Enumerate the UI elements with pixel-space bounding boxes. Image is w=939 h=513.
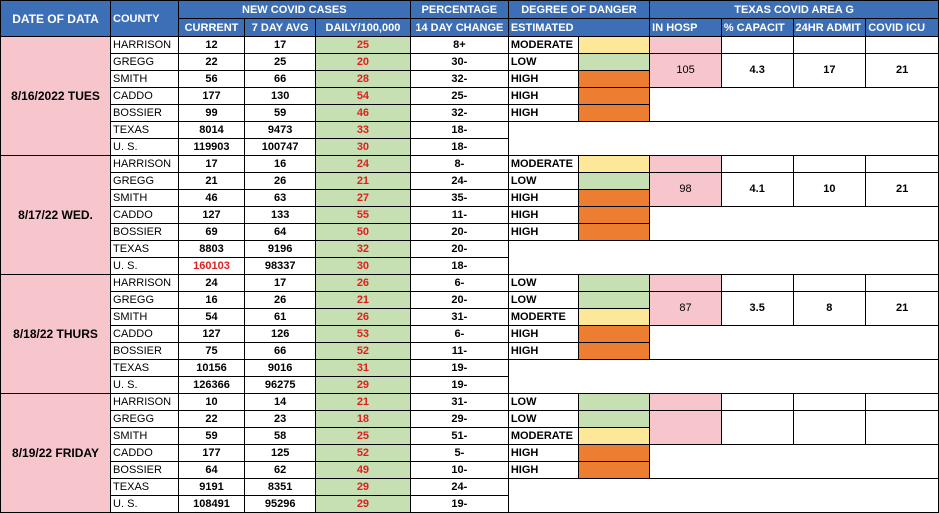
danger-color-swatch xyxy=(579,445,650,462)
county-cell: CADDO xyxy=(111,326,179,343)
danger-color-swatch xyxy=(579,37,650,54)
county-cell: BOSSIER xyxy=(111,105,179,122)
area-g-header: TEXAS COVID AREA G xyxy=(650,1,939,19)
current-cell: 69 xyxy=(178,224,245,241)
change14-cell: 19- xyxy=(410,377,508,394)
danger-level-cell: MODERATE xyxy=(508,428,579,445)
table-row xyxy=(1,54,939,71)
icu-value: 21 xyxy=(866,173,939,207)
danger-color-swatch xyxy=(579,156,650,173)
change14-cell: 11- xyxy=(410,343,508,360)
danger-level-cell: MODERATE xyxy=(508,37,579,54)
in-hosp-value: 87 xyxy=(650,292,722,326)
daily-rate-cell: 31 xyxy=(315,360,410,377)
danger-level-cell: HIGH xyxy=(508,190,579,207)
avg7-cell: 9196 xyxy=(245,241,316,258)
daily-rate-cell: 21 xyxy=(315,173,410,190)
current-cell: 22 xyxy=(178,54,245,71)
current-cell: 12 xyxy=(178,37,245,54)
change14-cell: 24- xyxy=(410,173,508,190)
table-row xyxy=(1,445,939,462)
avg7-cell: 9016 xyxy=(245,360,316,377)
change14-cell: 5- xyxy=(410,445,508,462)
icu-value xyxy=(866,411,939,445)
danger-color-swatch xyxy=(579,326,650,343)
current-cell: 160103 xyxy=(178,258,245,275)
change14-header: 14 DAY CHANGE xyxy=(410,19,508,37)
avg7-cell: 8351 xyxy=(245,479,316,496)
avg7-cell: 100747 xyxy=(245,139,316,156)
change14-cell: 51- xyxy=(410,428,508,445)
change14-cell: 31- xyxy=(410,394,508,411)
daily-rate-cell: 26 xyxy=(315,275,410,292)
current-cell: 22 xyxy=(178,411,245,428)
daily-rate-cell: 32 xyxy=(315,241,410,258)
table-row xyxy=(1,173,939,190)
danger-color-swatch xyxy=(579,462,650,479)
capacity-header: % CAPACIT xyxy=(721,19,793,37)
date-header: DATE OF DATA xyxy=(1,1,111,37)
avg7-cell: 9473 xyxy=(245,122,316,139)
danger-color-swatch xyxy=(579,173,650,190)
table-row xyxy=(1,122,939,139)
avg7-cell: 66 xyxy=(245,71,316,88)
daily-rate-cell: 49 xyxy=(315,462,410,479)
county-cell: TEXAS xyxy=(111,479,179,496)
county-cell: GREGG xyxy=(111,173,179,190)
avg7-cell: 17 xyxy=(245,37,316,54)
current-cell: 127 xyxy=(178,326,245,343)
county-cell: U. S. xyxy=(111,496,179,513)
avg7-cell: 125 xyxy=(245,445,316,462)
change14-cell: 18- xyxy=(410,122,508,139)
county-cell: BOSSIER xyxy=(111,343,179,360)
current-header: CURRENT xyxy=(178,19,245,37)
avg7-cell: 26 xyxy=(245,292,316,309)
change14-cell: 19- xyxy=(410,360,508,377)
percentage-header: PERCENTAGE xyxy=(410,1,508,19)
capacity-value: 4.3 xyxy=(721,54,793,88)
avg7-cell: 64 xyxy=(245,224,316,241)
county-cell: GREGG xyxy=(111,54,179,71)
current-cell: 17 xyxy=(178,156,245,173)
in-hosp-spacer xyxy=(650,394,722,411)
in-hosp-value: 105 xyxy=(650,54,722,88)
county-cell: CADDO xyxy=(111,207,179,224)
table-row xyxy=(1,479,939,496)
change14-cell: 32- xyxy=(410,71,508,88)
current-cell: 9191 xyxy=(178,479,245,496)
avg7-cell: 126 xyxy=(245,326,316,343)
current-cell: 24 xyxy=(178,275,245,292)
table-row xyxy=(1,394,939,411)
danger-level-cell: MODERTE xyxy=(508,309,579,326)
daily-rate-cell: 33 xyxy=(315,122,410,139)
change14-cell: 6- xyxy=(410,275,508,292)
table-row xyxy=(1,360,939,377)
current-cell: 64 xyxy=(178,462,245,479)
avg7-cell: 26 xyxy=(245,173,316,190)
change14-cell: 25- xyxy=(410,88,508,105)
daily-rate-cell: 18 xyxy=(315,411,410,428)
avg7-cell: 23 xyxy=(245,411,316,428)
current-cell: 10156 xyxy=(178,360,245,377)
in-hosp-spacer xyxy=(650,275,722,292)
change14-cell: 20- xyxy=(410,241,508,258)
area-blank xyxy=(650,326,939,360)
daily-rate-cell: 46 xyxy=(315,105,410,122)
county-cell: SMITH xyxy=(111,190,179,207)
change14-cell: 35- xyxy=(410,190,508,207)
current-cell: 54 xyxy=(178,309,245,326)
change14-cell: 32- xyxy=(410,105,508,122)
county-cell: BOSSIER xyxy=(111,224,179,241)
icu-spacer xyxy=(866,394,939,411)
change14-cell: 31- xyxy=(410,309,508,326)
county-cell: U. S. xyxy=(111,139,179,156)
daily-rate-cell: 25 xyxy=(315,37,410,54)
danger-color-swatch xyxy=(579,292,650,309)
capacity-spacer xyxy=(721,394,793,411)
current-cell: 75 xyxy=(178,343,245,360)
capacity-value xyxy=(721,411,793,445)
danger-level-cell: HIGH xyxy=(508,326,579,343)
danger-color-swatch xyxy=(579,207,650,224)
admit-spacer xyxy=(793,394,866,411)
change14-cell: 30- xyxy=(410,54,508,71)
admit-spacer xyxy=(793,156,866,173)
avg7-cell: 130 xyxy=(245,88,316,105)
daily-rate-cell: 28 xyxy=(315,71,410,88)
county-cell: U. S. xyxy=(111,377,179,394)
current-cell: 177 xyxy=(178,445,245,462)
date-cell: 8/17/22 WED. xyxy=(1,156,111,275)
county-cell: TEXAS xyxy=(111,241,179,258)
icu-value: 21 xyxy=(866,292,939,326)
daily-header: DAILY/100,000 xyxy=(315,19,410,37)
county-cell: BOSSIER xyxy=(111,462,179,479)
current-cell: 119903 xyxy=(178,139,245,156)
date-cell: 8/19/22 FRIDAY xyxy=(1,394,111,513)
change14-cell: 8+ xyxy=(410,37,508,54)
county-cell: SMITH xyxy=(111,309,179,326)
current-cell: 16 xyxy=(178,292,245,309)
current-cell: 99 xyxy=(178,105,245,122)
county-cell: HARRISON xyxy=(111,156,179,173)
current-cell: 108491 xyxy=(178,496,245,513)
admit-spacer xyxy=(793,37,866,54)
daily-rate-cell: 21 xyxy=(315,292,410,309)
table-row xyxy=(1,241,939,258)
in-hosp-value xyxy=(650,411,722,445)
daily-rate-cell: 50 xyxy=(315,224,410,241)
avg7-cell: 62 xyxy=(245,462,316,479)
in-hosp-spacer xyxy=(650,37,722,54)
county-cell: SMITH xyxy=(111,428,179,445)
avg7-cell: 58 xyxy=(245,428,316,445)
danger-color-swatch xyxy=(579,88,650,105)
area-blank xyxy=(650,88,939,122)
capacity-spacer xyxy=(721,275,793,292)
danger-level-cell: LOW xyxy=(508,54,579,71)
danger-level-cell: LOW xyxy=(508,394,579,411)
avg7-cell: 95296 xyxy=(245,496,316,513)
area-blank xyxy=(650,445,939,479)
area-blank xyxy=(650,207,939,241)
danger-color-swatch xyxy=(579,309,650,326)
daily-rate-cell: 20 xyxy=(315,54,410,71)
daily-rate-cell: 55 xyxy=(315,207,410,224)
daily-rate-cell: 24 xyxy=(315,156,410,173)
change14-cell: 24- xyxy=(410,479,508,496)
table-row xyxy=(1,37,939,54)
change14-cell: 20- xyxy=(410,292,508,309)
table-row xyxy=(1,275,939,292)
avg7-cell: 17 xyxy=(245,275,316,292)
danger-level-cell: HIGH xyxy=(508,462,579,479)
change14-cell: 11- xyxy=(410,207,508,224)
avg7-header: 7 DAY AVG xyxy=(245,19,316,37)
current-cell: 127 xyxy=(178,207,245,224)
danger-level-cell: LOW xyxy=(508,411,579,428)
danger-color-swatch xyxy=(579,411,650,428)
change14-cell: 19- xyxy=(410,496,508,513)
capacity-value: 3.5 xyxy=(721,292,793,326)
estimated-header: ESTIMATED xyxy=(508,19,649,37)
county-cell: SMITH xyxy=(111,71,179,88)
avg7-cell: 61 xyxy=(245,309,316,326)
capacity-value: 4.1 xyxy=(721,173,793,207)
icu-spacer xyxy=(866,156,939,173)
current-cell: 46 xyxy=(178,190,245,207)
capacity-spacer xyxy=(721,156,793,173)
daily-rate-cell: 29 xyxy=(315,496,410,513)
change14-cell: 8- xyxy=(410,156,508,173)
danger-level-cell: HIGH xyxy=(508,105,579,122)
in-hosp-spacer xyxy=(650,156,722,173)
change14-cell: 6- xyxy=(410,326,508,343)
capacity-spacer xyxy=(721,37,793,54)
icu-header: COVID ICU xyxy=(866,19,939,37)
date-cell: 8/16/2022 TUES xyxy=(1,37,111,156)
danger-color-swatch xyxy=(579,71,650,88)
county-cell: CADDO xyxy=(111,88,179,105)
change14-cell: 10- xyxy=(410,462,508,479)
danger-color-swatch xyxy=(579,394,650,411)
county-cell: U. S. xyxy=(111,258,179,275)
county-cell: CADDO xyxy=(111,445,179,462)
daily-rate-cell: 21 xyxy=(315,394,410,411)
blank-area xyxy=(508,479,938,513)
danger-header: DEGREE OF DANGER xyxy=(508,1,649,19)
avg7-cell: 98337 xyxy=(245,258,316,275)
avg7-cell: 59 xyxy=(245,105,316,122)
daily-rate-cell: 52 xyxy=(315,343,410,360)
table-row xyxy=(1,88,939,105)
table-row xyxy=(1,207,939,224)
blank-area xyxy=(508,241,938,275)
danger-level-cell: MODERATE xyxy=(508,156,579,173)
county-cell: HARRISON xyxy=(111,275,179,292)
in-hosp-header: IN HOSP xyxy=(650,19,722,37)
table-row xyxy=(1,411,939,428)
county-cell: HARRISON xyxy=(111,394,179,411)
danger-color-swatch xyxy=(579,275,650,292)
current-cell: 8014 xyxy=(178,122,245,139)
avg7-cell: 63 xyxy=(245,190,316,207)
danger-color-swatch xyxy=(579,224,650,241)
header-row-1 xyxy=(1,1,939,19)
icu-value: 21 xyxy=(866,54,939,88)
admit-value xyxy=(793,411,866,445)
avg7-cell: 96275 xyxy=(245,377,316,394)
current-cell: 59 xyxy=(178,428,245,445)
change14-cell: 18- xyxy=(410,139,508,156)
current-cell: 10 xyxy=(178,394,245,411)
current-cell: 177 xyxy=(178,88,245,105)
daily-rate-cell: 52 xyxy=(315,445,410,462)
daily-rate-cell: 26 xyxy=(315,309,410,326)
table-row xyxy=(1,326,939,343)
table-body xyxy=(1,37,939,513)
daily-rate-cell: 29 xyxy=(315,479,410,496)
danger-level-cell: HIGH xyxy=(508,224,579,241)
admit-spacer xyxy=(793,275,866,292)
danger-level-cell: LOW xyxy=(508,292,579,309)
danger-color-swatch xyxy=(579,343,650,360)
change14-cell: 29- xyxy=(410,411,508,428)
daily-rate-cell: 53 xyxy=(315,326,410,343)
daily-rate-cell: 30 xyxy=(315,139,410,156)
admit-value: 10 xyxy=(793,173,866,207)
county-cell: TEXAS xyxy=(111,360,179,377)
daily-rate-cell: 29 xyxy=(315,377,410,394)
danger-level-cell: HIGH xyxy=(508,88,579,105)
danger-level-cell: HIGH xyxy=(508,343,579,360)
admit-value: 17 xyxy=(793,54,866,88)
county-cell: GREGG xyxy=(111,292,179,309)
danger-color-swatch xyxy=(579,428,650,445)
danger-color-swatch xyxy=(579,105,650,122)
in-hosp-value: 98 xyxy=(650,173,722,207)
admit-header: 24HR ADMIT xyxy=(793,19,866,37)
icu-spacer xyxy=(866,37,939,54)
avg7-cell: 14 xyxy=(245,394,316,411)
avg7-cell: 133 xyxy=(245,207,316,224)
danger-level-cell: LOW xyxy=(508,173,579,190)
danger-level-cell: LOW xyxy=(508,275,579,292)
current-cell: 21 xyxy=(178,173,245,190)
danger-level-cell: HIGH xyxy=(508,445,579,462)
icu-spacer xyxy=(866,275,939,292)
danger-level-cell: HIGH xyxy=(508,71,579,88)
danger-color-swatch xyxy=(579,190,650,207)
current-cell: 126366 xyxy=(178,377,245,394)
daily-rate-cell: 25 xyxy=(315,428,410,445)
new-cases-header: NEW COVID CASES xyxy=(178,1,410,19)
change14-cell: 18- xyxy=(410,258,508,275)
county-cell: HARRISON xyxy=(111,37,179,54)
current-cell: 56 xyxy=(178,71,245,88)
table-row xyxy=(1,292,939,309)
table-row xyxy=(1,156,939,173)
daily-rate-cell: 27 xyxy=(315,190,410,207)
daily-rate-cell: 30 xyxy=(315,258,410,275)
current-cell: 8803 xyxy=(178,241,245,258)
avg7-cell: 66 xyxy=(245,343,316,360)
danger-level-cell: HIGH xyxy=(508,207,579,224)
date-cell: 8/18/22 THURS xyxy=(1,275,111,394)
change14-cell: 20- xyxy=(410,224,508,241)
blank-area xyxy=(508,122,938,156)
county-header: COUNTY xyxy=(111,1,179,37)
avg7-cell: 16 xyxy=(245,156,316,173)
county-cell: TEXAS xyxy=(111,122,179,139)
county-cell: GREGG xyxy=(111,411,179,428)
blank-area xyxy=(508,360,938,394)
admit-value: 8 xyxy=(793,292,866,326)
danger-color-swatch xyxy=(579,54,650,71)
daily-rate-cell: 54 xyxy=(315,88,410,105)
avg7-cell: 25 xyxy=(245,54,316,71)
